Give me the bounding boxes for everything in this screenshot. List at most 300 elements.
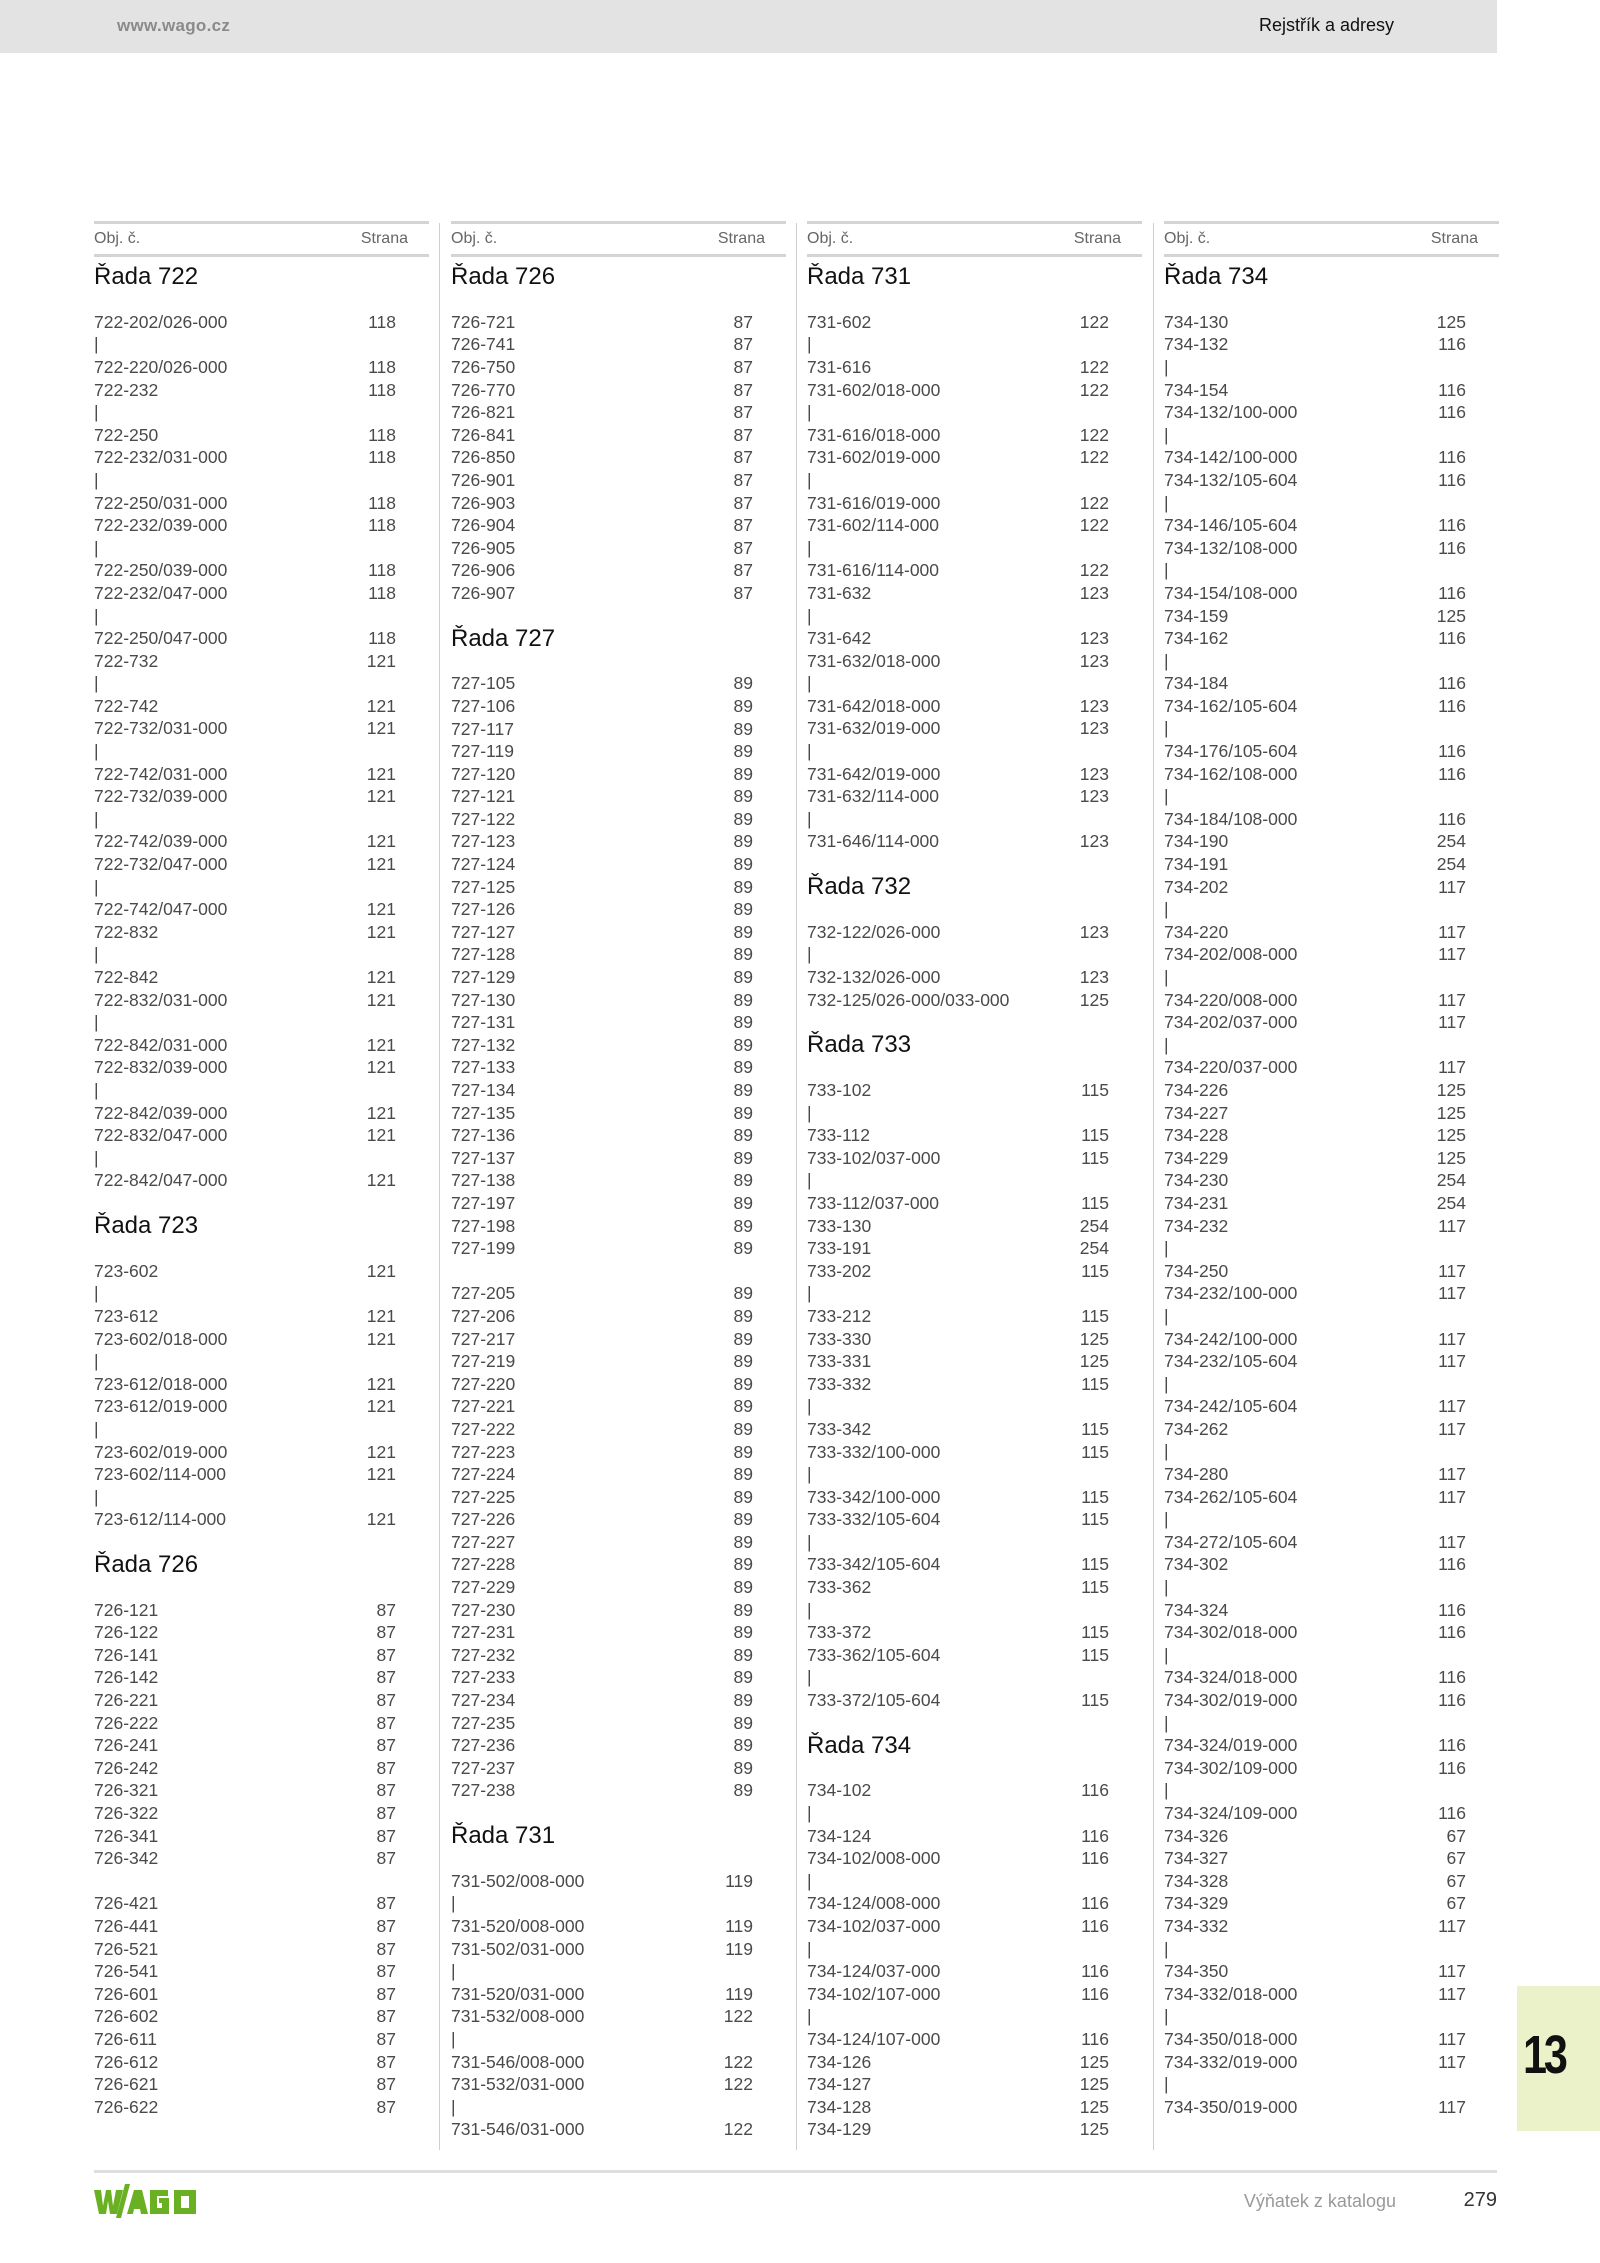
page-ref[interactable]: 87 — [376, 1961, 396, 1982]
page-ref[interactable]: 116 — [1438, 763, 1466, 784]
page-ref[interactable]: 116 — [1438, 1622, 1466, 1643]
page-ref[interactable]: 89 — [733, 1238, 753, 1259]
index-row — [1164, 469, 1499, 492]
page-ref[interactable]: 115 — [1081, 1690, 1109, 1711]
page-ref[interactable]: 254 — [1079, 1215, 1109, 1236]
item-number: 734-176/105-604 — [1164, 741, 1298, 762]
page-ref[interactable]: 117 — [1438, 1464, 1466, 1485]
item-number: 731-642/018-000 — [807, 695, 941, 716]
page-ref[interactable]: 118 — [368, 356, 396, 377]
page-ref[interactable]: 121 — [366, 1373, 396, 1394]
page-ref[interactable]: 87 — [733, 402, 753, 423]
index-row — [1164, 1960, 1499, 1983]
page-ref[interactable]: 89 — [733, 786, 753, 807]
index-row — [94, 1757, 429, 1780]
range-marker-row — [807, 1802, 1142, 1825]
page-ref[interactable]: 89 — [733, 1215, 753, 1236]
page-ref[interactable]: 117 — [1438, 1260, 1466, 1281]
page-ref[interactable]: 117 — [1438, 1396, 1466, 1417]
item-number: 726-122 — [94, 1622, 159, 1643]
page-ref[interactable]: 87 — [376, 1915, 396, 1936]
page-ref[interactable]: 123 — [1079, 921, 1109, 942]
page-ref[interactable]: 89 — [733, 1373, 753, 1394]
page-ref[interactable]: 117 — [1438, 2028, 1466, 2049]
page-ref[interactable]: 121 — [366, 967, 396, 988]
page-ref[interactable]: 119 — [725, 1870, 753, 1891]
item-number: 734-250 — [1164, 1260, 1229, 1281]
page-ref[interactable]: 122 — [1079, 311, 1109, 332]
item-number: 723-602/018-000 — [94, 1328, 228, 1349]
page-ref[interactable]: 87 — [733, 515, 753, 536]
chapter-tab[interactable] — [1517, 1986, 1600, 2131]
page-ref[interactable]: 89 — [733, 1531, 753, 1552]
page-ref[interactable]: 89 — [733, 1147, 753, 1168]
item-number: 733-372/105-604 — [807, 1690, 941, 1711]
page-ref[interactable]: 121 — [366, 1509, 396, 1530]
page-ref[interactable]: 123 — [1079, 695, 1109, 716]
page-ref[interactable]: 123 — [1079, 650, 1109, 671]
page-ref[interactable]: 89 — [733, 1170, 753, 1191]
page-ref[interactable]: 125 — [1436, 1079, 1466, 1100]
item-number: 727-197 — [451, 1192, 516, 1213]
page-ref[interactable]: 122 — [1079, 447, 1109, 468]
range-marker-row — [94, 1282, 429, 1305]
page-ref[interactable]: 87 — [376, 2006, 396, 2027]
page-ref[interactable]: 121 — [366, 763, 396, 784]
page-ref[interactable]: 87 — [376, 1622, 396, 1643]
page-ref[interactable]: 121 — [366, 831, 396, 852]
item-number: 727-106 — [451, 695, 516, 716]
item-number: 722-842/031-000 — [94, 1034, 228, 1055]
page-ref[interactable]: 115 — [1081, 1080, 1109, 1101]
range-marker-row — [807, 2005, 1142, 2028]
item-number: 722-732/039-000 — [94, 786, 228, 807]
page-ref[interactable]: 89 — [733, 741, 753, 762]
page-ref[interactable]: 123 — [1079, 967, 1109, 988]
page-ref[interactable]: 117 — [1438, 1351, 1466, 1372]
page-ref[interactable]: 89 — [733, 695, 753, 716]
page-ref[interactable]: 89 — [733, 1599, 753, 1620]
page-ref[interactable]: 115 — [1081, 1622, 1109, 1643]
item-number: 727-126 — [451, 899, 516, 920]
index-row — [94, 2028, 429, 2051]
page-ref[interactable]: 89 — [733, 1192, 753, 1213]
page-ref[interactable]: 125 — [1436, 605, 1466, 626]
page-ref[interactable]: 122 — [723, 2051, 753, 2072]
page-ref[interactable]: 87 — [376, 1983, 396, 2004]
page-ref[interactable]: 89 — [733, 673, 753, 694]
page-ref[interactable]: 125 — [1436, 311, 1466, 332]
page-ref[interactable]: 87 — [376, 1667, 396, 1688]
page-ref[interactable]: 123 — [1079, 582, 1109, 603]
page-ref[interactable]: 123 — [1079, 718, 1109, 739]
page-ref[interactable]: 89 — [733, 1418, 753, 1439]
page-ref[interactable]: 87 — [733, 356, 753, 377]
page-ref[interactable]: 89 — [733, 1486, 753, 1507]
page-ref[interactable]: 121 — [366, 1260, 396, 1281]
page-ref[interactable]: 87 — [376, 2028, 396, 2049]
page-ref[interactable]: 116 — [1438, 1690, 1466, 1711]
page-ref[interactable]: 254 — [1436, 1192, 1466, 1213]
index-row — [807, 356, 1142, 379]
index-row — [94, 1666, 429, 1689]
page-ref[interactable]: 116 — [1438, 447, 1466, 468]
page-ref[interactable]: 121 — [366, 695, 396, 716]
page-ref[interactable]: 116 — [1438, 628, 1466, 649]
page-ref[interactable]: 116 — [1081, 1848, 1109, 1869]
page-ref[interactable]: 125 — [1079, 2074, 1109, 2095]
index-row — [807, 2028, 1142, 2051]
page-ref[interactable]: 116 — [1438, 1735, 1466, 1756]
page-ref[interactable]: 89 — [733, 831, 753, 852]
page-ref[interactable]: 89 — [733, 1351, 753, 1372]
index-row — [1164, 537, 1499, 560]
page-ref[interactable]: 116 — [1438, 334, 1466, 355]
page-ref[interactable]: 87 — [733, 379, 753, 400]
page-ref[interactable]: 121 — [366, 921, 396, 942]
page-ref[interactable]: 254 — [1079, 1238, 1109, 1259]
page-ref[interactable]: 118 — [368, 628, 396, 649]
page-ref[interactable]: 89 — [733, 1667, 753, 1688]
page-ref[interactable]: 89 — [733, 1712, 753, 1733]
page-ref[interactable]: 125 — [1079, 2096, 1109, 2117]
page-ref[interactable]: 116 — [1438, 808, 1466, 829]
item-number: 726-750 — [451, 356, 516, 377]
page-ref[interactable]: 87 — [376, 1690, 396, 1711]
page-ref[interactable]: 121 — [366, 989, 396, 1010]
page-ref[interactable]: 118 — [368, 447, 396, 468]
page-ref[interactable]: 89 — [733, 1102, 753, 1123]
index-row — [807, 2118, 1142, 2141]
page-ref[interactable]: 122 — [1079, 560, 1109, 581]
page-ref[interactable]: 117 — [1438, 1012, 1466, 1033]
index-row — [94, 1825, 429, 1848]
page-ref[interactable]: 87 — [733, 311, 753, 332]
page-ref[interactable]: 115 — [1081, 1373, 1109, 1394]
page-ref[interactable]: 87 — [376, 1938, 396, 1959]
page-ref[interactable]: 116 — [1081, 1825, 1109, 1846]
item-number: | — [807, 537, 812, 558]
item-number: 733-102/037-000 — [807, 1147, 941, 1168]
page-ref[interactable]: 125 — [1079, 989, 1109, 1010]
page-ref[interactable]: 116 — [1438, 741, 1466, 762]
page-ref[interactable]: 121 — [366, 718, 396, 739]
page-ref[interactable]: 121 — [366, 1396, 396, 1417]
page-ref[interactable]: 116 — [1438, 1599, 1466, 1620]
page-ref[interactable]: 87 — [376, 1599, 396, 1620]
page-ref[interactable]: 116 — [1438, 379, 1466, 400]
page-ref[interactable]: 89 — [733, 1283, 753, 1304]
page-ref[interactable]: 89 — [733, 1034, 753, 1055]
page-ref[interactable]: 122 — [723, 2074, 753, 2095]
page-ref[interactable]: 121 — [366, 650, 396, 671]
page-ref[interactable]: 123 — [1079, 786, 1109, 807]
page-ref[interactable]: 121 — [366, 854, 396, 875]
page-ref[interactable]: 89 — [733, 1780, 753, 1801]
page-ref[interactable]: 254 — [1436, 854, 1466, 875]
page-ref[interactable]: 125 — [1079, 1328, 1109, 1349]
page-ref[interactable]: 87 — [376, 2074, 396, 2095]
page-ref[interactable]: 116 — [1438, 402, 1466, 423]
page-ref[interactable]: 122 — [1079, 424, 1109, 445]
page-ref[interactable]: 89 — [733, 1305, 753, 1326]
page-ref[interactable]: 115 — [1081, 1554, 1109, 1575]
page-ref[interactable]: 87 — [733, 424, 753, 445]
index-row — [1164, 1328, 1499, 1351]
page-ref[interactable]: 118 — [368, 515, 396, 536]
page-ref[interactable]: 87 — [376, 1893, 396, 1914]
page-ref[interactable]: 89 — [733, 718, 753, 739]
page-ref[interactable]: 119 — [725, 1983, 753, 2004]
item-number: 733-332/100-000 — [807, 1441, 941, 1462]
page-ref[interactable]: 116 — [1438, 515, 1466, 536]
page-ref[interactable]: 115 — [1081, 1577, 1109, 1598]
page-ref[interactable]: 87 — [376, 1757, 396, 1778]
page-ref[interactable]: 116 — [1438, 673, 1466, 694]
page-ref[interactable]: 125 — [1436, 1147, 1466, 1168]
index-row — [1164, 740, 1499, 763]
page-ref[interactable]: 89 — [733, 1644, 753, 1665]
index-row — [94, 559, 429, 582]
index-row — [451, 1305, 786, 1328]
page-ref[interactable]: 123 — [1079, 628, 1109, 649]
page-ref[interactable]: 125 — [1079, 2119, 1109, 2140]
index-row — [1164, 1531, 1499, 1554]
page-ref[interactable]: 89 — [733, 921, 753, 942]
page-ref[interactable]: 117 — [1438, 1283, 1466, 1304]
page-ref[interactable]: 87 — [733, 560, 753, 581]
page-ref[interactable]: 123 — [1079, 831, 1109, 852]
page-ref[interactable]: 87 — [376, 1780, 396, 1801]
index-row — [451, 582, 786, 605]
index-row — [1164, 1350, 1499, 1373]
page-ref[interactable]: 89 — [733, 899, 753, 920]
page-ref[interactable]: 117 — [1438, 944, 1466, 965]
page-ref[interactable]: 121 — [366, 1170, 396, 1191]
page-ref[interactable]: 116 — [1081, 1916, 1109, 1936]
page-ref[interactable]: 89 — [733, 1690, 753, 1711]
page-ref[interactable]: 116 — [1081, 1983, 1109, 2004]
page-ref[interactable]: 121 — [366, 1328, 396, 1349]
page-ref[interactable]: 87 — [733, 469, 753, 490]
page-ref[interactable]: 87 — [376, 2051, 396, 2072]
page-ref[interactable]: 87 — [376, 1825, 396, 1846]
page-ref[interactable]: 115 — [1081, 1305, 1109, 1326]
page-ref[interactable]: 89 — [733, 808, 753, 829]
page-ref[interactable]: 117 — [1438, 876, 1466, 897]
page-ref[interactable]: 115 — [1081, 1125, 1109, 1146]
page-ref[interactable]: 119 — [725, 1915, 753, 1936]
page-ref[interactable]: 116 — [1438, 1667, 1466, 1688]
page-ref[interactable]: 89 — [733, 1125, 753, 1146]
page-ref[interactable]: 118 — [368, 424, 396, 445]
page-ref[interactable]: 117 — [1438, 1915, 1466, 1936]
page-ref[interactable]: 115 — [1081, 1147, 1109, 1168]
page-ref[interactable]: 254 — [1436, 1170, 1466, 1191]
page-ref[interactable]: 115 — [1081, 1644, 1109, 1665]
page-ref[interactable]: 87 — [376, 1848, 396, 1869]
page-ref[interactable]: 117 — [1438, 1486, 1466, 1507]
index-row — [94, 379, 429, 402]
page-ref[interactable]: 121 — [366, 1034, 396, 1055]
item-number: | — [1164, 1712, 1169, 1733]
index-row — [94, 1169, 429, 1192]
index-column-4 — [1164, 221, 1499, 2117]
page-ref[interactable]: 116 — [1438, 695, 1466, 716]
index-row — [807, 1215, 1142, 1238]
page-ref[interactable]: 89 — [733, 1554, 753, 1575]
page-ref[interactable]: 118 — [368, 582, 396, 603]
page-ref[interactable]: 121 — [366, 1305, 396, 1326]
item-number: 734-132/108-000 — [1164, 537, 1298, 558]
page-ref[interactable]: 89 — [733, 1757, 753, 1778]
page-ref[interactable]: 87 — [376, 1644, 396, 1665]
item-number: 733-212 — [807, 1305, 872, 1326]
page-ref[interactable]: 87 — [376, 1712, 396, 1733]
page-ref[interactable]: 116 — [1081, 2028, 1109, 2049]
page-ref[interactable]: 117 — [1438, 1328, 1466, 1349]
page-ref[interactable]: 67 — [1446, 1825, 1466, 1846]
item-number: 734-327 — [1164, 1848, 1229, 1869]
page-ref[interactable]: 121 — [366, 1441, 396, 1462]
page-ref[interactable]: 116 — [1438, 469, 1466, 490]
index-row — [807, 1644, 1142, 1667]
page-ref[interactable]: 116 — [1081, 1780, 1109, 1801]
page-ref[interactable]: 87 — [733, 492, 753, 513]
site-url[interactable]: www.wago.cz — [117, 16, 231, 35]
page-ref[interactable]: 121 — [366, 1102, 396, 1123]
page-ref[interactable]: 122 — [1079, 492, 1109, 513]
item-number: | — [94, 1418, 99, 1439]
range-marker-row — [94, 876, 429, 899]
page-ref[interactable]: 123 — [1079, 763, 1109, 784]
page-ref[interactable]: 116 — [1438, 1554, 1466, 1575]
page-ref[interactable]: 87 — [376, 1803, 396, 1824]
page-ref[interactable]: 89 — [733, 989, 753, 1010]
page-ref[interactable]: 89 — [733, 1622, 753, 1643]
page-ref[interactable]: 119 — [725, 1938, 753, 1959]
column-divider — [796, 223, 797, 2150]
page-ref[interactable]: 117 — [1438, 1961, 1466, 1982]
page-ref[interactable]: 87 — [733, 582, 753, 603]
page-ref[interactable]: 89 — [733, 1080, 753, 1100]
page-ref[interactable]: 89 — [733, 1328, 753, 1349]
page-ref[interactable]: 125 — [1079, 1351, 1109, 1372]
index-row — [807, 1915, 1142, 1938]
series-heading: Řada 731 — [451, 1822, 556, 1849]
page-ref[interactable]: 117 — [1438, 1057, 1466, 1078]
page-ref[interactable]: 116 — [1438, 537, 1466, 558]
page-ref[interactable]: 89 — [733, 1735, 753, 1756]
page-ref[interactable]: 89 — [733, 1012, 753, 1033]
page-ref[interactable]: 89 — [733, 854, 753, 875]
item-number: | — [1164, 1441, 1169, 1462]
page-ref[interactable]: 89 — [733, 763, 753, 784]
page-ref[interactable]: 89 — [733, 1509, 753, 1530]
item-number: | — [1164, 1577, 1169, 1598]
page-ref[interactable]: 117 — [1438, 989, 1466, 1010]
page-ref[interactable]: 117 — [1438, 1418, 1466, 1439]
page-ref[interactable]: 121 — [366, 1125, 396, 1146]
item-number: 731-616/018-000 — [807, 424, 941, 445]
page-ref[interactable]: 122 — [723, 2006, 753, 2027]
page-ref[interactable]: 87 — [376, 2096, 396, 2117]
page-ref[interactable]: 115 — [1081, 1509, 1109, 1530]
page-ref[interactable]: 67 — [1446, 1848, 1466, 1869]
page-ref[interactable]: 122 — [1079, 379, 1109, 400]
item-number: 722-742/047-000 — [94, 899, 228, 920]
page-ref[interactable]: 89 — [733, 1396, 753, 1417]
page-ref[interactable]: 118 — [368, 492, 396, 513]
page-ref[interactable]: 116 — [1438, 582, 1466, 603]
page-ref[interactable]: 117 — [1438, 1983, 1466, 2004]
page-ref[interactable]: 117 — [1438, 1531, 1466, 1552]
page-ref[interactable]: 89 — [733, 944, 753, 965]
page-ref[interactable]: 116 — [1438, 1802, 1466, 1823]
index-row — [451, 1124, 786, 1147]
page-ref[interactable]: 89 — [733, 1057, 753, 1078]
page-ref[interactable]: 117 — [1438, 921, 1466, 942]
page-ref[interactable]: 87 — [376, 1735, 396, 1756]
page-ref[interactable]: 117 — [1438, 2096, 1466, 2117]
page-ref[interactable]: 89 — [733, 1577, 753, 1598]
page-ref[interactable]: 89 — [733, 876, 753, 897]
page-ref[interactable]: 125 — [1079, 2051, 1109, 2072]
page-ref[interactable]: 125 — [1436, 1125, 1466, 1146]
page-ref[interactable]: 115 — [1081, 1418, 1109, 1439]
item-number: 726-721 — [451, 311, 516, 332]
page-ref[interactable]: 118 — [368, 311, 396, 332]
page-ref[interactable]: 122 — [1079, 515, 1109, 536]
page-ref[interactable]: 116 — [1081, 1961, 1109, 1982]
page-ref[interactable]: 67 — [1446, 1870, 1466, 1891]
page-ref[interactable]: 122 — [1079, 356, 1109, 377]
page-ref[interactable]: 67 — [1446, 1893, 1466, 1914]
page-ref[interactable]: 115 — [1081, 1192, 1109, 1213]
item-number: 731-632/114-000 — [807, 786, 940, 807]
page-ref[interactable]: 118 — [368, 379, 396, 400]
page-ref[interactable]: 121 — [366, 1057, 396, 1078]
page-ref[interactable]: 89 — [733, 967, 753, 988]
index-row — [1164, 311, 1499, 334]
page-ref[interactable]: 89 — [733, 1441, 753, 1462]
page-ref[interactable]: 121 — [366, 1464, 396, 1485]
page-ref[interactable]: 115 — [1081, 1486, 1109, 1507]
page-ref[interactable]: 122 — [723, 2119, 753, 2140]
page-ref[interactable]: 117 — [1438, 2051, 1466, 2072]
page-ref[interactable]: 115 — [1081, 1441, 1109, 1462]
top-bar — [0, 0, 1497, 53]
page-ref[interactable]: 116 — [1438, 1757, 1466, 1778]
page-ref[interactable]: 89 — [733, 1464, 753, 1485]
page-ref[interactable]: 116 — [1081, 1893, 1109, 1914]
page-ref[interactable]: 115 — [1081, 1260, 1109, 1281]
page-ref[interactable]: 117 — [1438, 1215, 1466, 1236]
page-ref[interactable]: 118 — [368, 560, 396, 581]
page-ref[interactable]: 121 — [366, 786, 396, 807]
item-number: 722-232/039-000 — [94, 515, 228, 536]
page-ref[interactable]: 125 — [1436, 1102, 1466, 1123]
page-ref[interactable]: 87 — [733, 537, 753, 558]
page-ref[interactable]: 87 — [733, 334, 753, 355]
item-number: 726-222 — [94, 1712, 159, 1733]
series-heading: Řada 726 — [94, 1550, 199, 1578]
page-ref[interactable]: 121 — [366, 899, 396, 920]
item-number: 726-905 — [451, 537, 516, 558]
index-row — [807, 830, 1142, 853]
page-ref[interactable]: 87 — [733, 447, 753, 468]
page-ref[interactable]: 254 — [1436, 831, 1466, 852]
